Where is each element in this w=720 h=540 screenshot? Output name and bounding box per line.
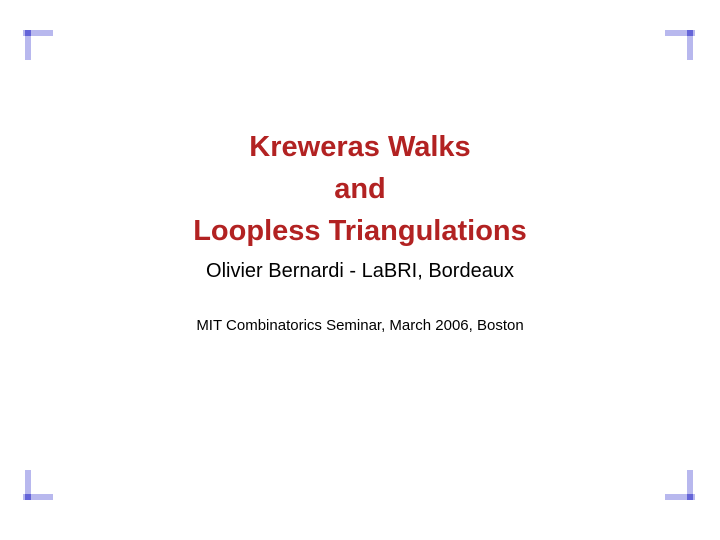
corner-ornament-bottom-left-icon [14, 468, 54, 508]
corner-ornament-top-right-icon [664, 22, 704, 62]
author-affiliation: Olivier Bernardi - LaBRI, Bordeaux [206, 260, 514, 282]
corner-ornament-top-left-icon [14, 22, 54, 62]
slide-title-line-1: Kreweras Walks [249, 131, 471, 163]
venue-date: MIT Combinatorics Seminar, March 2006, Boston [196, 317, 524, 334]
slide-title-line-3: Loopless Triangulations [193, 215, 527, 247]
slide-title-line-2: and [334, 173, 386, 205]
corner-ornament-bottom-right-icon [664, 468, 704, 508]
